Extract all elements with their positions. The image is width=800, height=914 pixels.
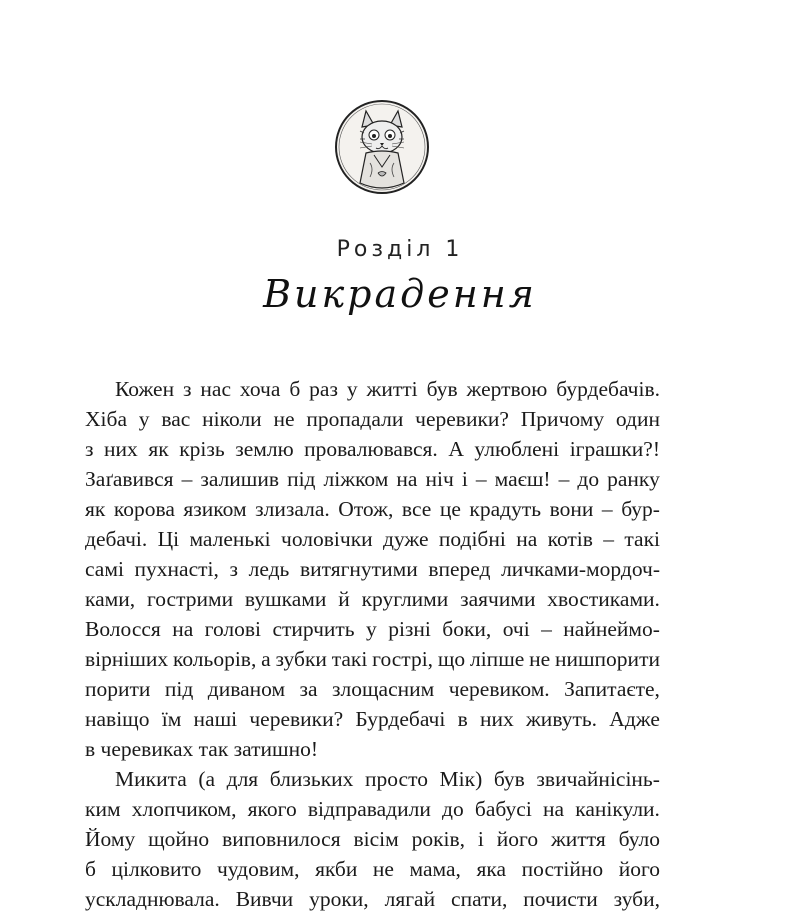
text-line: в черевиках так затишно! [85,737,318,761]
text-line: ким хлопчиком, якого відправадили до бабусі на канікули. [85,797,660,821]
text-line: як корова язиком злизала. Отож, все це крадуть вони – бур- [85,497,660,521]
text-line: дебачі. Ці маленькі чоловічки дуже подібні на котів – такі [85,527,660,551]
text-line: Кожен з нас хоча б раз у житті був жертвою бурдебачів. [115,377,660,401]
text-line: порити під диваном за злощасним черевиком. Запитаєте, [85,677,660,701]
text-line: Заґавився – залишив під ліжком на ніч і – маєш! – до ранку [85,467,660,491]
text-line: Хіба у вас ніколи не пропадали черевики? Причому один [85,407,660,431]
text-line: Микита (а для близьких просто Мік) був звичайнісінь- [115,767,660,791]
text-line: з них як крізь землю провалювався. А улюблені іграшки?! [85,437,660,461]
text-line: Йому щойно виповнилося вісім років, і його життя було [85,827,660,851]
text-line: ускладнювала. Вивчи уроки, лягай спати, почисти зуби, [85,887,660,911]
chapter-title: Викрадення [263,272,537,316]
cat-creature-vignette-icon [332,97,432,197]
chapter-body-text [85,374,660,914]
text-line: ками, гострими вушками й круглими заячими хвостиками. [85,587,660,611]
chapter-number: Розділ 1 [336,237,464,262]
text-line: самі пухнасті, з ледь витягнутими вперед личками-мордоч- [85,557,660,581]
text-line: Волосся на голові стирчить у різні боки, очі – найнеймо- [85,617,660,641]
text-line: вірніших кольорів, а зубки такі гострі, що ліпше не нишпорити [85,647,660,671]
text-line: навіщо їм наші черевики? Бурдебачі в них живуть. Адже [85,707,660,731]
text-line: б цілковито чудовим, якби не мама, яка постійно його [85,857,660,881]
